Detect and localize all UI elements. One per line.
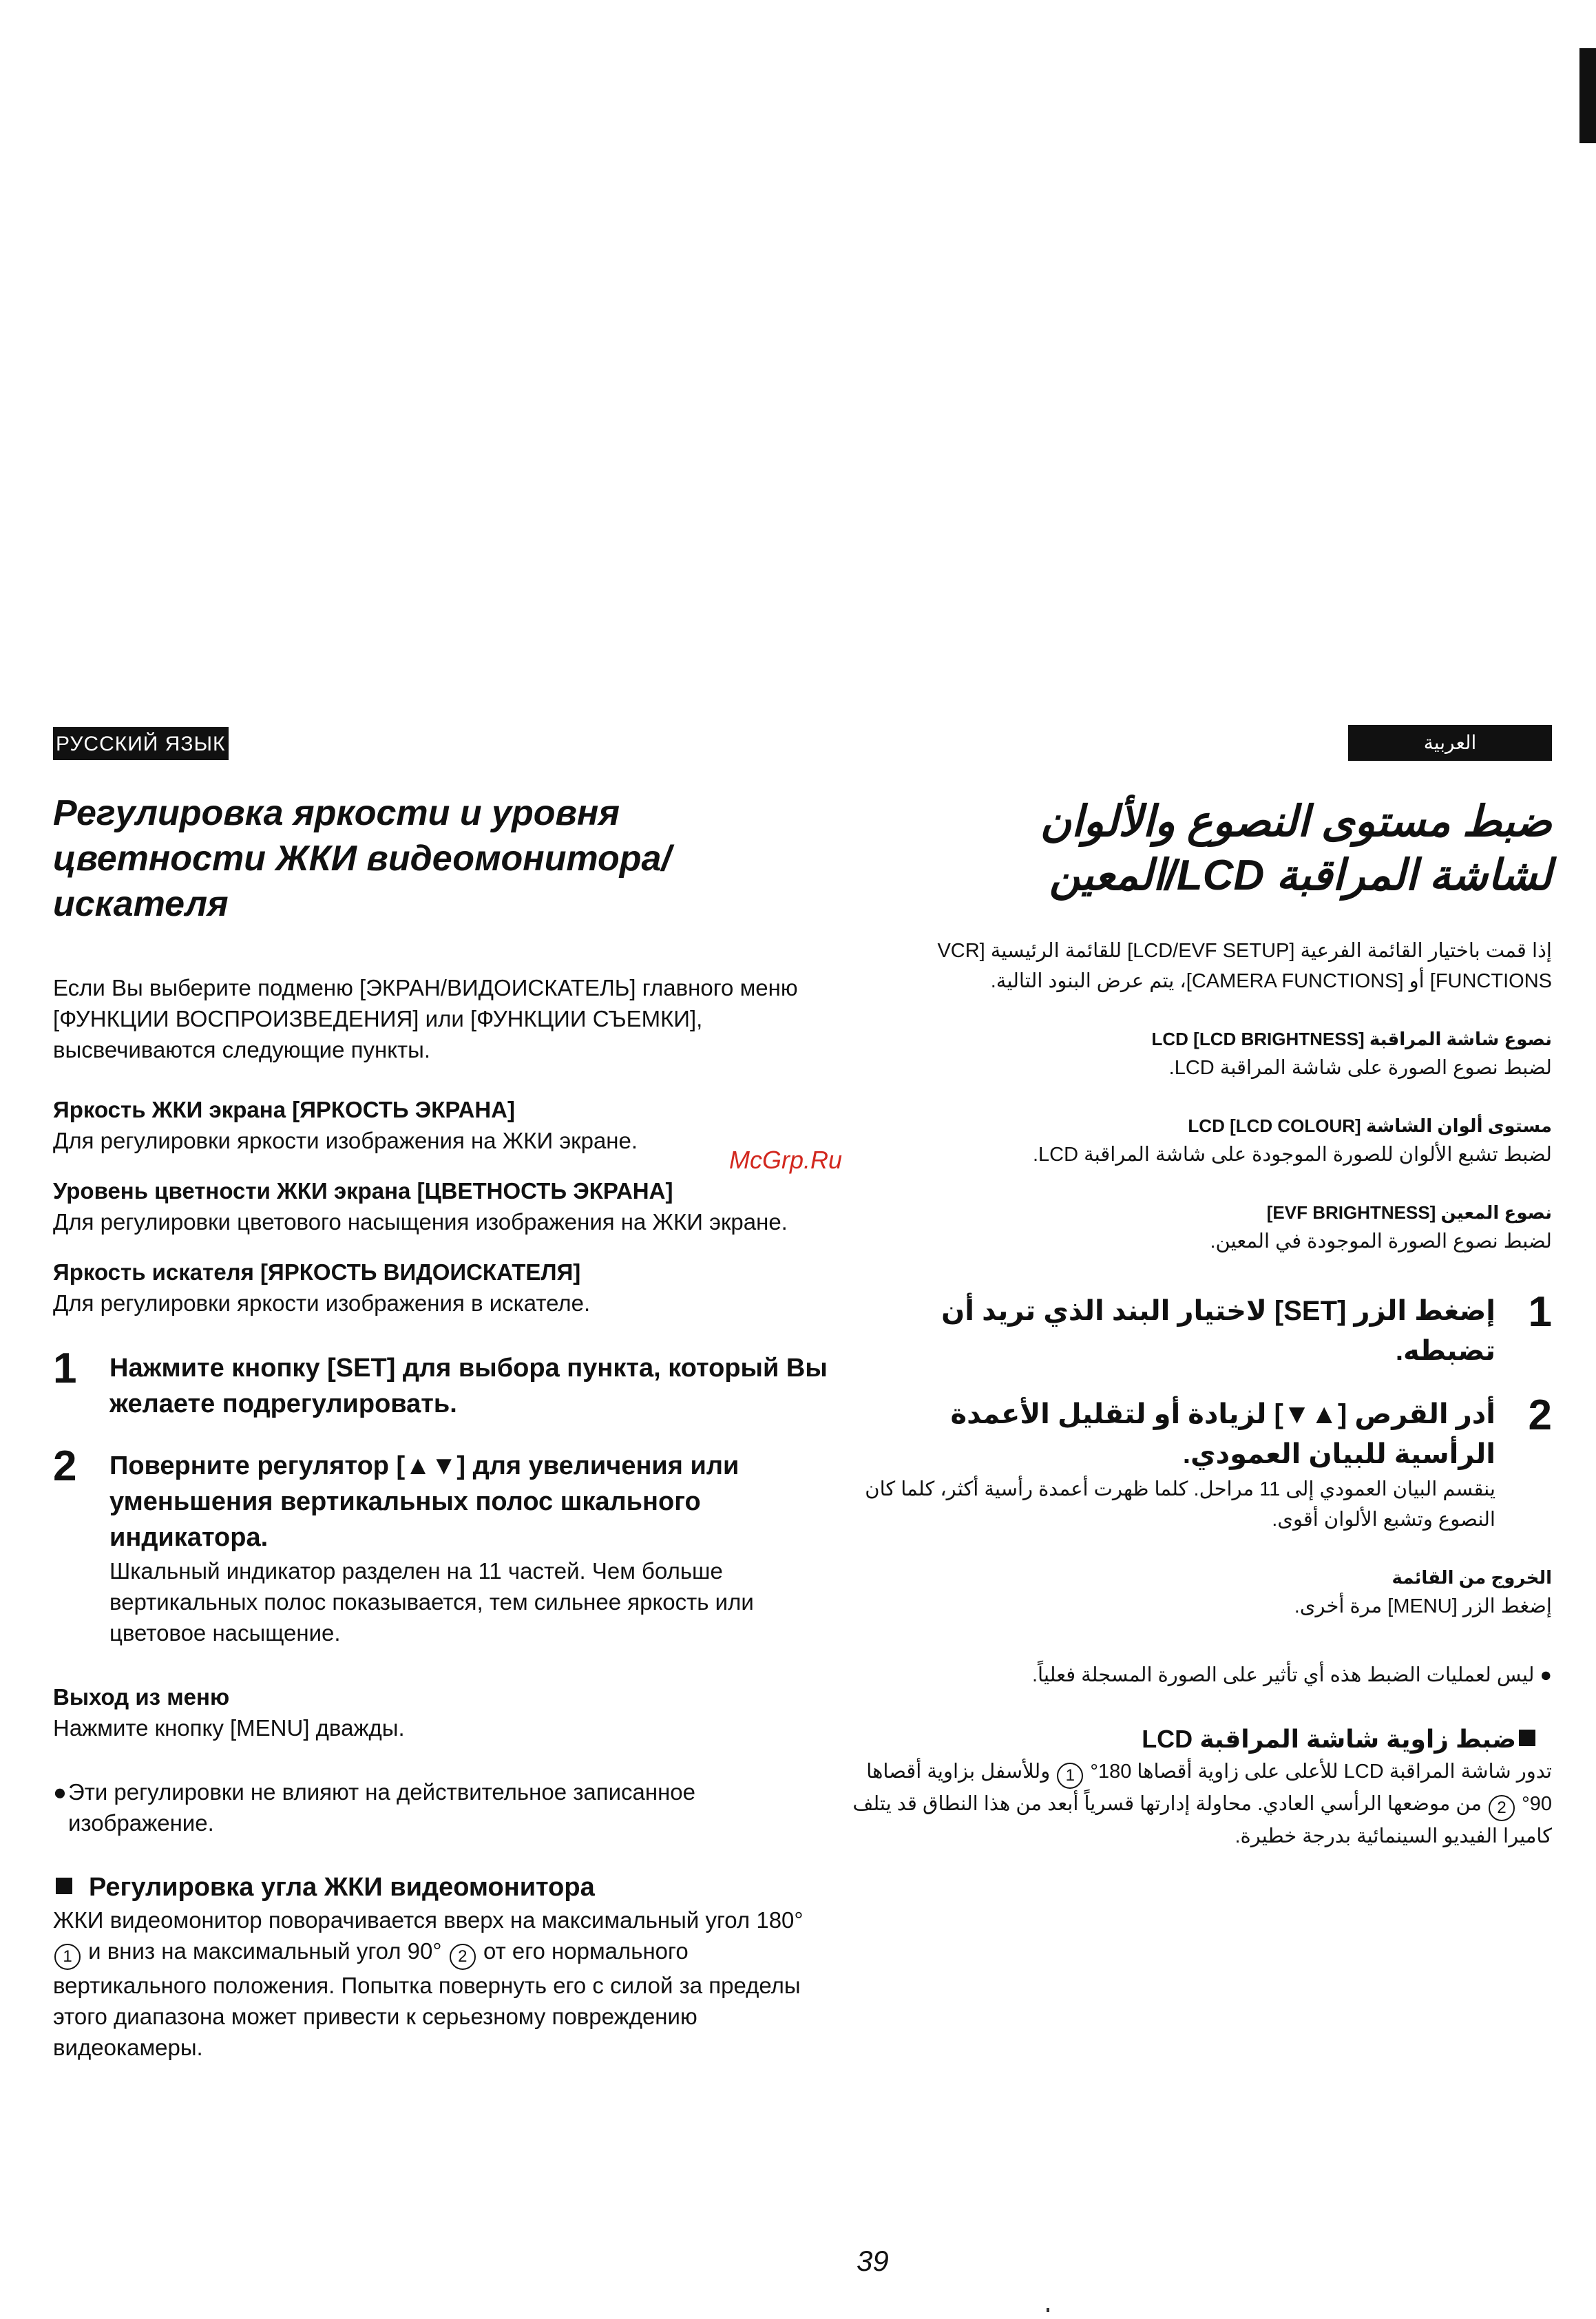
item-text-lcd-brightness: لضبط نصوع الصورة على شاشة المراقبة LCD. (1168, 1057, 1552, 1079)
square-bullet-icon (1519, 1730, 1535, 1746)
note-bullet (847, 1660, 1552, 1690)
exit-menu-heading: الخروج من القائمة (1392, 1567, 1552, 1588)
bullet-icon: ● (1534, 1664, 1552, 1686)
step-number: 2 (53, 1442, 77, 1490)
note-bullet (53, 1776, 831, 1838)
exit-menu-heading: Выход из меню (53, 1684, 230, 1710)
step-note: ينقسم البيان العمودي إلى 11 مراحل. كلما ظهرت أعمدة رأسية أكثر، كلما كان النصوع وتشبع الألوان أقوى. (865, 1478, 1495, 1531)
step-instruction: إضغط الزر [SET] لاختيار البند الذي تريد أن تضبطه. (941, 1296, 1495, 1366)
step-instruction: Нажмите кнопку [SET] для выбора пункта, который Вы желаете подрегулировать. (109, 1354, 828, 1418)
scan-mark (1047, 2308, 1049, 2312)
page-number: 39 (857, 2245, 889, 2277)
angle-text-part: تدور شاشة المراقبة LCD للأعلى على زاوية أقصاها 180° (1090, 1761, 1552, 1783)
step-2 (847, 1394, 1552, 1535)
russian-column (53, 727, 831, 2063)
exit-menu-text: Нажмите кнопку [MENU] дважды. (53, 1715, 405, 1741)
angle-text-part: от его нормального вертикального положения. Попытка повернуть его с силой за пределы этого диапазона может привести к серьезному повреждению видеокамеры. (53, 1938, 801, 2060)
item-text-evf-brightness: Для регулировки яркости изображения в искателе. (53, 1290, 591, 1316)
step-number: 1 (1528, 1288, 1552, 1336)
language-badge-arabic: العربية (1348, 725, 1552, 761)
step-instruction: Поверните регулятор [▲▼] для увеличения или уменьшения вертикальных полос шкального индикатора. (109, 1451, 739, 1552)
item-heading-evf-brightness: نصوع المعين [EVF BRIGHTNESS] (1266, 1202, 1552, 1223)
angle-text-part: وللأسفل بزاوية أقصاها 90° (866, 1761, 1552, 1815)
step-1 (53, 1345, 831, 1422)
page-edge-tab (1579, 48, 1596, 143)
item-text-lcd-colour: Для регулировки цветового насыщения изображения на ЖКИ экране. (53, 1209, 788, 1235)
section-heading-angle (53, 1870, 831, 1904)
square-bullet-icon (56, 1878, 72, 1894)
step-number: 1 (53, 1345, 77, 1392)
intro-paragraph: إذا قمت باختيار القائمة الفرعية [LCD/EVF SETUP] للقائمة الرئيسية [VCR FUNCTIONS] أو [CAMERA FUNCTIONS]، يتم عرض البنود التالية. (937, 940, 1552, 992)
intro-paragraph: Если Вы выберите подменю [ЭКРАН/ВИДОИСКАТЕЛЬ] главного меню [ФУНКЦИИ ВОСПРОИЗВЕДЕНИЯ] или [ФУНКЦИИ СЪЕМКИ], высвечиваются следующие пункты. (53, 975, 798, 1062)
item-heading-lcd-colour: مستوى ألوان الشاشة LCD [LCD COLOUR] (1188, 1115, 1552, 1136)
bullet-icon: ● (53, 1779, 67, 1805)
section-heading-text: Регулировка угла ЖКИ видеомонитора (89, 1873, 595, 1902)
item-heading-lcd-brightness: نصوع شاشة المراقبة LCD [LCD BRIGHTNESS] (1151, 1029, 1552, 1049)
section-heading-angle (847, 1722, 1552, 1756)
page-title-russian: Регулировка яркости и уровня цветности ЖКИ видеомонитора/ искателя (53, 793, 671, 924)
angle-paragraph (53, 1904, 831, 2063)
step-2 (53, 1442, 831, 1648)
angle-text-part: и вниз на максимальный угол 90° (88, 1938, 442, 1964)
language-badge-russian: РУССКИЙ ЯЗЫК (53, 727, 229, 760)
item-heading-lcd-colour: Уровень цветности ЖКИ экрана [ЦВЕТНОСТЬ ЭКРАНА] (53, 1178, 673, 1204)
arabic-column (847, 725, 1552, 1851)
step-1 (847, 1288, 1552, 1371)
item-text-evf-brightness: لضبط نصوع الصورة الموجودة في المعين. (1210, 1230, 1552, 1252)
circled-number-2: 2 (450, 1944, 476, 1970)
circled-number-2: 2 (1489, 1795, 1515, 1821)
item-heading-evf-brightness: Яркость искателя [ЯРКОСТЬ ВИДОИСКАТЕЛЯ] (53, 1259, 581, 1285)
badge-row (847, 725, 1552, 761)
step-instruction: أدر القرص [▲▼] لزيادة أو لتقليل الأعمدة الرأسية للبيان العمودي. (950, 1399, 1495, 1469)
exit-menu-text: إضغط الزر [MENU] مرة أخرى. (1294, 1595, 1552, 1617)
circled-number-1: 1 (54, 1944, 81, 1970)
angle-text-part: من موضعها الرأسي العادي. محاولة إدارتها قسرياً أبعد من هذا النطاق قد يتلف كاميرا الفيديو السينمائية بدرجة خطيرة. (852, 1793, 1552, 1847)
watermark: McGrp.Ru (729, 1146, 843, 1174)
angle-text-part: ЖКИ видеомонитор поворачивается вверх на максимальный угол 180° (53, 1907, 804, 1933)
title-line-1: ضبط مستوى النصوع والألوان (1040, 798, 1552, 846)
title-line-2: لشاشة المراقبة LCD/المعين (1049, 852, 1552, 899)
angle-paragraph (847, 1756, 1552, 1851)
step-number: 2 (1528, 1392, 1552, 1439)
note-text: ليس لعمليات الضبط هذه أي تأثير على الصورة المسجلة فعلياً. (1031, 1664, 1535, 1686)
item-text-lcd-colour: لضبط تشبع الألوان للصورة الموجودة على شاشة المراقبة LCD. (1032, 1144, 1552, 1166)
item-heading-lcd-brightness: Яркость ЖКИ экрана [ЯРКОСТЬ ЭКРАНА] (53, 1097, 516, 1122)
item-text-lcd-brightness: Для регулировки яркости изображения на ЖКИ экране. (53, 1128, 638, 1153)
section-heading-text: ضبط زاوية شاشة المراقبة LCD (1142, 1725, 1516, 1753)
note-text: Эти регулировки не влияют на действительное записанное изображение. (68, 1779, 696, 1836)
step-note: Шкальный индикатор разделен на 11 частей. Чем больше вертикальных полос показывается, тем сильнее яркость или цветовое насыщение. (109, 1558, 754, 1646)
circled-number-1: 1 (1057, 1763, 1083, 1789)
page-title-arabic (847, 795, 1552, 903)
